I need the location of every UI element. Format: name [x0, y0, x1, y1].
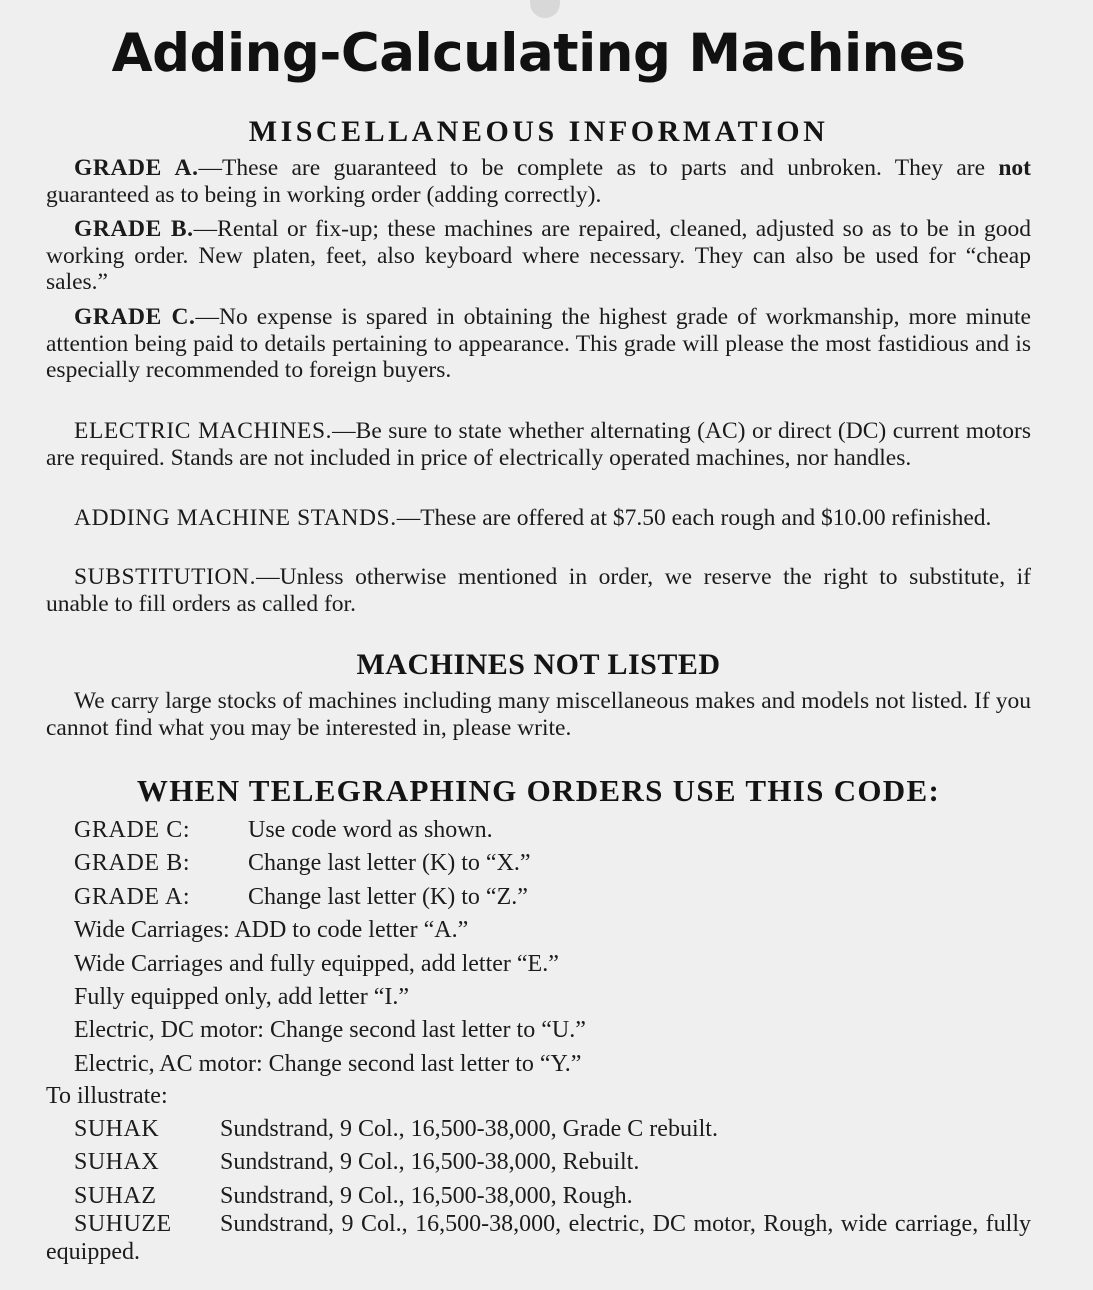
list-item	[46, 1180, 1031, 1213]
example-code: SUHAK	[74, 1116, 160, 1142]
grade-b-key: GRADE B:	[74, 850, 191, 877]
stands-text: —These are offered at $7.50 each rough and $10.00 refinished.	[396, 505, 992, 531]
grade-c-paragraph	[46, 304, 1031, 384]
list-item	[46, 881, 1031, 914]
misc-info-heading: MISCELLANEOUS INFORMATION	[248, 115, 829, 148]
not-listed-heading: MACHINES NOT LISTED	[356, 648, 721, 681]
grade-c-lead: GRADE C.	[74, 304, 196, 330]
telegraph-heading: WHEN TELEGRAPHING ORDERS USE THIS CODE:	[136, 773, 941, 808]
last-example	[46, 1211, 1031, 1266]
list-item: Electric, AC motor: Change second last letter to “Y.”	[74, 1050, 582, 1077]
list-item: Electric, DC motor: Change second last letter to “U.”	[74, 1017, 586, 1044]
grade-b-text: —Rental or fix-up; these machines are repaired, cleaned, adjusted so as to be in good working order. New platen, feet, also keyboard where necessary. They can also be used for “cheap sales.”	[46, 216, 1032, 296]
grade-c-text: —No expense is spared in obtaining the highest grade of workmanship, more minute attention being paid to details pertaining to appearance. This grade will please the most fastidious and is especially recommended to foreign buyers.	[46, 304, 1031, 384]
example-description: Sundstrand, 9 Col., 16,500-38,000, Rough.	[220, 1182, 633, 1209]
list-item: Wide Carriages and fully equipped, add letter “E.”	[74, 950, 559, 977]
list-item	[46, 1146, 1031, 1179]
electric-machines-paragraph	[46, 418, 1031, 471]
example-description: Sundstrand, 9 Col., 16,500-38,000, Rebuilt.	[220, 1149, 640, 1176]
page-title: Adding-Calculating Machines	[111, 23, 966, 84]
grade-a-key: GRADE A:	[74, 883, 191, 910]
telegraph-code-list	[46, 814, 1031, 1081]
grade-b-rule: Change last letter (K) to “X.”	[248, 850, 531, 877]
grade-b-paragraph	[46, 216, 1031, 296]
example-codes-list	[46, 1113, 1031, 1213]
example-description: Sundstrand, 9 Col., 16,500-38,000, electric, DC motor, Rough, wide carriage, fully equipped.	[46, 1211, 1031, 1265]
substitution-lead: SUBSTITUTION.	[74, 564, 257, 590]
list-item: Wide Carriages: ADD to code letter “A.”	[74, 917, 469, 944]
grade-a-rule: Change last letter (K) to “Z.”	[248, 883, 528, 910]
electric-machines-text: —Be sure to state whether alternating (AC) or direct (DC) current motors are required. Stands are not included in price of electrically operated machines, nor handles.	[46, 418, 1031, 471]
grade-a-text-1: —These are guaranteed to be complete as to parts and unbroken. They are	[198, 155, 999, 181]
illustrate-label: To illustrate:	[46, 1083, 168, 1109]
stands-paragraph	[46, 505, 1031, 532]
substitution-paragraph	[46, 564, 1031, 617]
example-code: SUHUZE	[74, 1211, 172, 1237]
grade-b-lead: GRADE B.	[74, 216, 194, 242]
grade-c-key: GRADE C:	[74, 817, 191, 843]
list-item	[46, 847, 1031, 880]
example-code: SUHAZ	[74, 1182, 157, 1209]
substitution-text: —Unless otherwise mentioned in order, we reserve the right to substitute, if unable to fill orders as called for.	[46, 564, 1031, 617]
example-description: Sundstrand, 9 Col., 16,500-38,000, Grade C rebuilt.	[220, 1116, 718, 1142]
list-item: Fully equipped only, add letter “I.”	[74, 984, 410, 1011]
grade-a-emphasis: not	[998, 155, 1032, 181]
electric-machines-lead: ELECTRIC MACHINES.	[74, 418, 333, 444]
grade-a-text-2: guaranteed as to being in working order (adding correctly).	[46, 181, 602, 208]
example-code: SUHAX	[74, 1149, 160, 1176]
list-item	[46, 814, 1031, 847]
stands-lead: ADDING MACHINE STANDS.	[74, 505, 397, 531]
grade-a-paragraph	[46, 155, 1031, 208]
list-item	[46, 1113, 1031, 1146]
not-listed-paragraph: We carry large stocks of machines including many miscellaneous makes and models not listed. If you cannot find what you may be interested in, please write.	[46, 688, 1031, 741]
grade-a-lead: GRADE A.	[74, 155, 199, 181]
grade-c-rule: Use code word as shown.	[248, 817, 493, 843]
